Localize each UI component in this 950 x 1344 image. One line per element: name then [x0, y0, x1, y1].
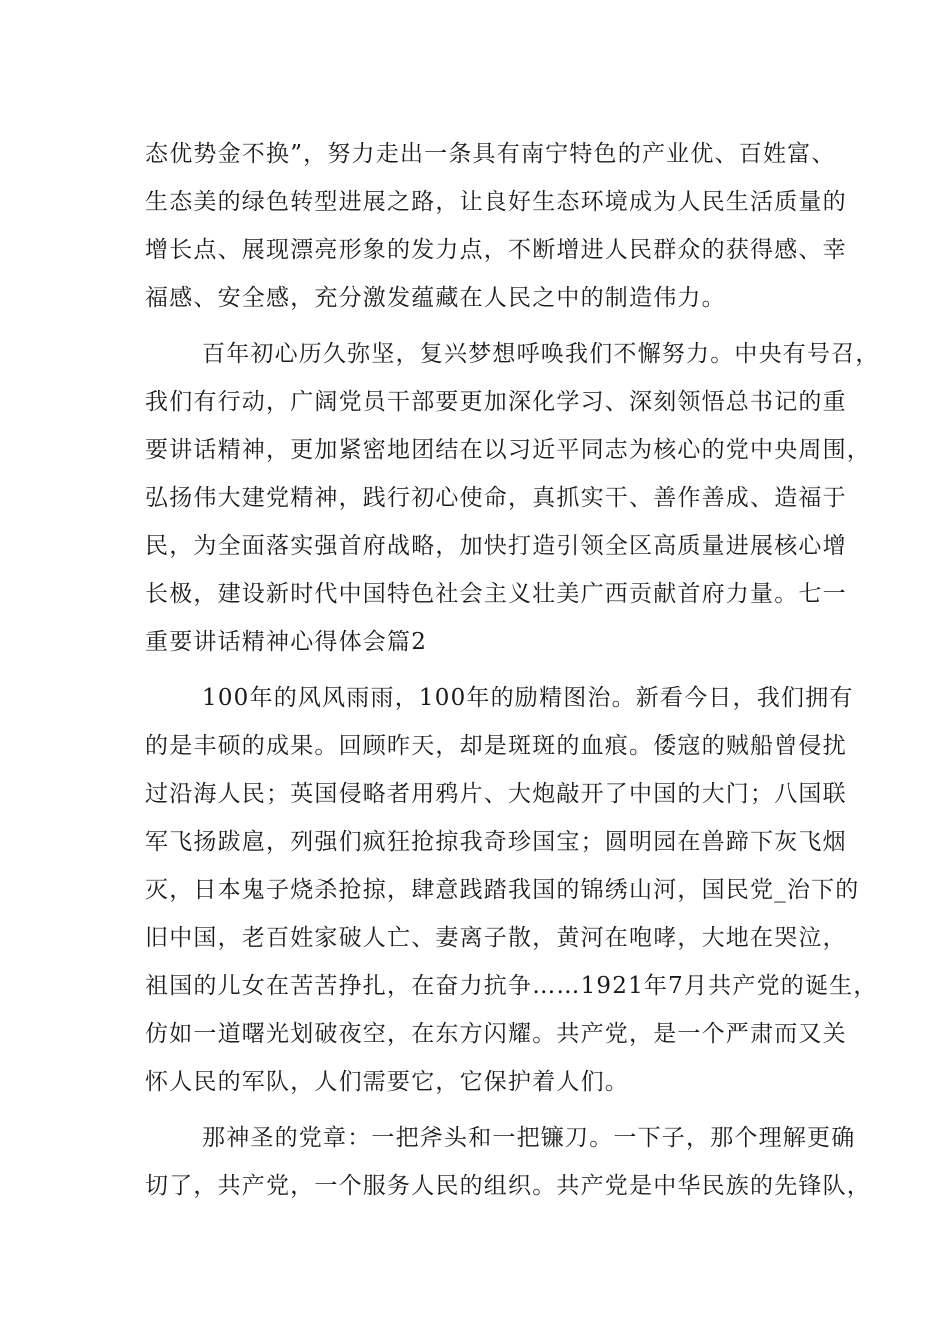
text-line: 态优势金不换”，努力走出一条具有南宁特色的产业优、百姓富、: [145, 141, 836, 167]
text-line: 福感、安全感，充分激发蕴藏在人民之中的制造伟力。: [145, 285, 726, 311]
text-line: 我们有行动，广阔党员干部要更加深化学习、深刻领悟总书记的重: [145, 389, 847, 415]
text-line: 怀人民的军队，人们需要它，它保护着人们。: [145, 1069, 629, 1095]
text-line: 增长点、展现漂亮形象的发力点，不断增进人民群众的获得感、幸: [145, 237, 847, 263]
text-line: 祖国的儿女在苦苦挣扎，在奋力抗争……1921年7月共产党的诞生，: [145, 973, 878, 999]
text-line: 的是丰硕的成果。回顾昨天，却是斑斑的血痕。倭寇的贼船曾侵扰: [145, 733, 847, 759]
text-line: 军飞扬跋扈，列强们疯狂抢掠我奇珍国宝；圆明园在兽蹄下灰飞烟: [145, 829, 847, 855]
text-line: 过沿海人民；英国侵略者用鸦片、大炮敲开了中国的大门；八国联: [145, 781, 847, 807]
text-line: 要讲话精神，更加紧密地团结在以习近平同志为核心的党中央周围，: [145, 437, 871, 463]
text-line: 长极，建设新时代中国特色社会主义壮美广西贡献首府力量。七一: [145, 581, 847, 607]
text-line: 生态美的绿色转型进展之路，让良好生态环境成为人民生活质量的: [145, 189, 847, 215]
text-line: 旧中国，老百姓家破人亡、妻离子散，黄河在咆哮，大地在哭泣，: [145, 925, 847, 951]
text-line: 仿如一道曙光划破夜空，在东方闪耀。共产党，是一个严肃而又关: [145, 1021, 847, 1047]
section-heading: 重要讲话精神心得体会篇2: [145, 629, 428, 655]
text-line: 切了，共产党，一个服务人民的组织。共产党是中华民族的先锋队，: [145, 1173, 871, 1199]
text-line: 100年的风风雨雨，100年的励精图治。新看今日，我们拥有: [202, 685, 854, 711]
text-line: 百年初心历久弥坚，复兴梦想呼唤我们不懈努力。中央有号召，: [202, 341, 880, 367]
text-line: 灭，日本鬼子烧杀抢掠，肆意践踏我国的锦绣山河，国民党_治下的: [145, 877, 860, 903]
text-line: 民，为全面落实强首府战略，加快打造引领全区高质量进展核心增: [145, 533, 847, 559]
text-line: 弘扬伟大建党精神，践行初心使命，真抓实干、善作善成、造福于: [145, 485, 847, 511]
text-line: 那神圣的党章：一把斧头和一把镰刀。一下子，那个理解更确: [202, 1125, 856, 1151]
